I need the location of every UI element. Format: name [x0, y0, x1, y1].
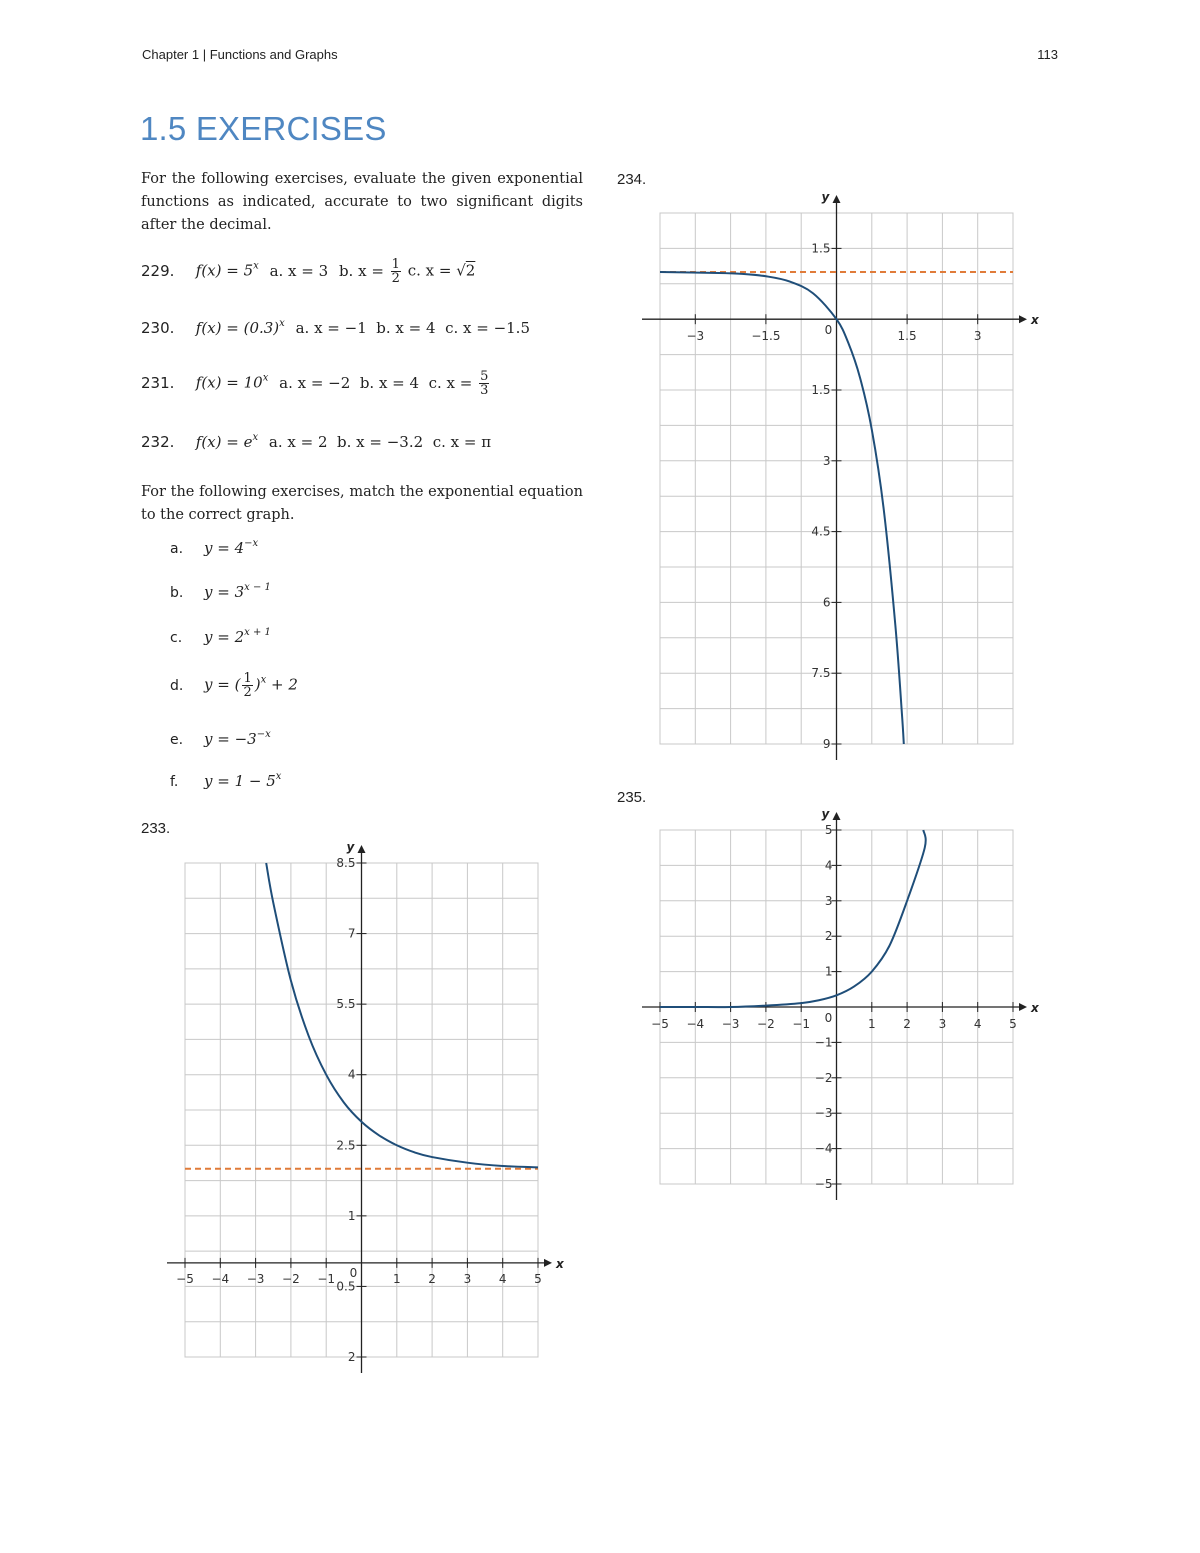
x-tick-label: 1: [392, 1271, 401, 1286]
part-a: a. x = 3: [269, 261, 329, 280]
x-tick-label: −1: [792, 1017, 811, 1031]
y-tick-label: 6: [822, 595, 831, 610]
option-label: e.: [170, 732, 184, 748]
x-tick-label: 3: [973, 329, 982, 344]
denominator: 3: [480, 383, 489, 398]
y-tick-label: 1.5: [811, 383, 831, 397]
x-tick-label: 5: [534, 1271, 542, 1286]
function-curve: [660, 830, 926, 1007]
x-tick-label: 1: [867, 1017, 876, 1031]
page-number: 113: [1037, 47, 1058, 62]
graph-235: [630, 805, 1050, 1215]
equation: y = 3: [204, 583, 245, 601]
y-tick-label: 4.5: [811, 524, 831, 539]
x-tick-label: −4: [211, 1271, 230, 1286]
y-tick-label: 8.5: [336, 856, 356, 870]
match-instructions: For the following exercises, match the exponential equation to the correct graph.: [141, 484, 583, 523]
x-tick-label: 3: [463, 1271, 472, 1286]
exponent: x: [262, 372, 269, 384]
parts: a. x = −1 b. x = 4 c. x = −1.5: [295, 319, 530, 337]
equation: y = 4: [204, 539, 245, 557]
fraction: [479, 370, 489, 397]
function-expression: f(x) = e: [195, 433, 253, 451]
x-tick-label: −1.5: [751, 329, 781, 344]
option-d: [170, 672, 298, 699]
graph-234: [630, 185, 1050, 775]
exponent: x: [279, 318, 285, 329]
graph-235-number: 235.: [617, 789, 647, 806]
x-tick-label: −3: [721, 1017, 740, 1031]
exercise-232: [141, 432, 491, 451]
function-expression: f(x) = (0.3): [195, 319, 280, 337]
y-tick-label: 1: [347, 1208, 356, 1223]
y-tick-label: −4: [814, 1141, 833, 1156]
option-label: d.: [170, 677, 184, 694]
x-tick-label: −5: [176, 1271, 194, 1286]
exercise-231: [141, 370, 491, 397]
x-tick-label: −2: [757, 1017, 775, 1031]
exercise-number: 230.: [141, 319, 175, 337]
exponent: x: [260, 674, 267, 686]
exponent: −x: [256, 729, 271, 740]
graph-233: [150, 835, 580, 1385]
exponent: −x: [244, 538, 259, 549]
equation: y = −3: [204, 730, 257, 748]
y-axis-arrow: [358, 845, 366, 853]
numerator: 5: [480, 369, 489, 384]
y-tick-label: 2.5: [336, 1138, 356, 1153]
y-tick-label: 5.5: [336, 997, 356, 1012]
part-b: b. x =: [338, 261, 384, 280]
numerator: 1: [391, 257, 400, 272]
exercise-number: 232.: [141, 433, 175, 451]
parts: a. x = −2 b. x = 4 c. x =: [279, 373, 473, 392]
y-tick-label: 7: [347, 926, 356, 941]
graph-233-number: 233.: [141, 820, 171, 837]
x-tick-label: 0: [349, 1265, 358, 1280]
x-axis-label: x: [1031, 313, 1039, 328]
y-tick-label: −3: [814, 1106, 833, 1121]
function-curve: [266, 863, 538, 1167]
fraction: [391, 258, 401, 285]
denominator: 2: [243, 685, 252, 700]
function-expression: f(x) = 10: [195, 373, 263, 392]
option-label: b.: [170, 585, 184, 601]
option-label: f.: [170, 774, 179, 790]
x-tick-label: −3: [246, 1271, 265, 1286]
exponent: x: [252, 432, 259, 443]
option-b: [170, 582, 271, 601]
y-tick-label: 7.5: [811, 666, 831, 681]
y-axis-label: y: [821, 190, 830, 204]
option-label: c.: [170, 630, 183, 646]
x-axis-label: x: [1031, 1001, 1039, 1015]
x-tick-label: −4: [686, 1017, 705, 1031]
x-tick-label: −2: [282, 1271, 300, 1286]
option-e: [170, 729, 271, 748]
exponent: x + 1: [244, 627, 271, 638]
x-tick-label: 3: [938, 1017, 947, 1031]
section-title: 1.5 EXERCISES: [140, 110, 387, 147]
radicand: 2: [465, 261, 476, 280]
y-tick-label: 3: [822, 453, 831, 468]
numerator: 1: [243, 671, 252, 686]
part-c: c. x = √: [407, 261, 466, 280]
option-f: [170, 771, 281, 790]
exercise-number: 231.: [141, 373, 175, 392]
y-tick-label: 2: [824, 929, 833, 944]
x-tick-label: −1: [317, 1271, 336, 1286]
exponent: x − 1: [244, 582, 271, 593]
denominator: 2: [391, 271, 400, 286]
function-expression: f(x) = 5: [195, 261, 254, 280]
parts: a. x = 2 b. x = −3.2 c. x = π: [268, 433, 492, 451]
x-tick-label: −3: [686, 329, 705, 344]
y-tick-label: 5: [824, 823, 833, 837]
equation-close: ): [254, 675, 261, 694]
x-tick-label: 1.5: [897, 329, 917, 344]
graph-234-number: 234.: [617, 171, 647, 188]
y-axis-label: y: [821, 807, 830, 821]
option-label: a.: [170, 541, 184, 557]
y-tick-label: 2: [347, 1350, 356, 1364]
equation: y = 1 − 5: [204, 772, 276, 790]
exponent: x: [253, 260, 259, 272]
y-tick-label: 9: [822, 737, 831, 751]
y-tick-label: −2: [814, 1070, 833, 1085]
y-tick-label: −5: [814, 1177, 833, 1191]
x-tick-label: −5: [651, 1017, 669, 1031]
x-tick-label: 0: [824, 1011, 833, 1025]
y-tick-label: 0.5: [336, 1279, 356, 1294]
equation: y = 2: [204, 628, 245, 646]
x-axis-arrow: [1019, 315, 1027, 323]
exercise-number: 229.: [141, 261, 175, 280]
y-tick-label: −1: [814, 1035, 833, 1050]
y-axis-arrow: [833, 812, 841, 820]
option-c: [170, 627, 271, 646]
x-axis-label: x: [556, 1256, 564, 1271]
x-tick-label: 4: [498, 1271, 507, 1286]
y-axis-arrow: [833, 195, 841, 203]
y-tick-label: 1.5: [811, 241, 831, 256]
x-tick-label: 2: [903, 1017, 911, 1031]
y-tick-label: 4: [347, 1067, 356, 1082]
option-a: [170, 538, 258, 557]
running-header-chapter: Chapter 1 | Functions and Graphs: [142, 47, 338, 62]
x-tick-label: 4: [973, 1017, 982, 1031]
equation-tail: + 2: [266, 675, 298, 694]
y-axis-label: y: [346, 840, 355, 854]
x-tick-label: 2: [428, 1271, 436, 1286]
y-tick-label: 4: [824, 858, 833, 873]
equation: y = (: [204, 675, 241, 694]
x-axis-arrow: [1019, 1003, 1027, 1011]
x-axis-arrow: [544, 1259, 552, 1267]
evaluate-instructions: For the following exercises, evaluate the given exponential functions as indicated, accurate to two significant digits after the decimal.: [141, 171, 583, 233]
exercise-229: [141, 258, 475, 285]
y-tick-label: 1: [824, 964, 833, 979]
x-tick-label: 0: [824, 323, 833, 338]
fraction: [242, 672, 252, 699]
y-tick-label: 3: [824, 893, 833, 908]
x-tick-label: 5: [1009, 1017, 1017, 1031]
exponent: x: [275, 771, 282, 782]
exercise-230: [141, 318, 530, 337]
